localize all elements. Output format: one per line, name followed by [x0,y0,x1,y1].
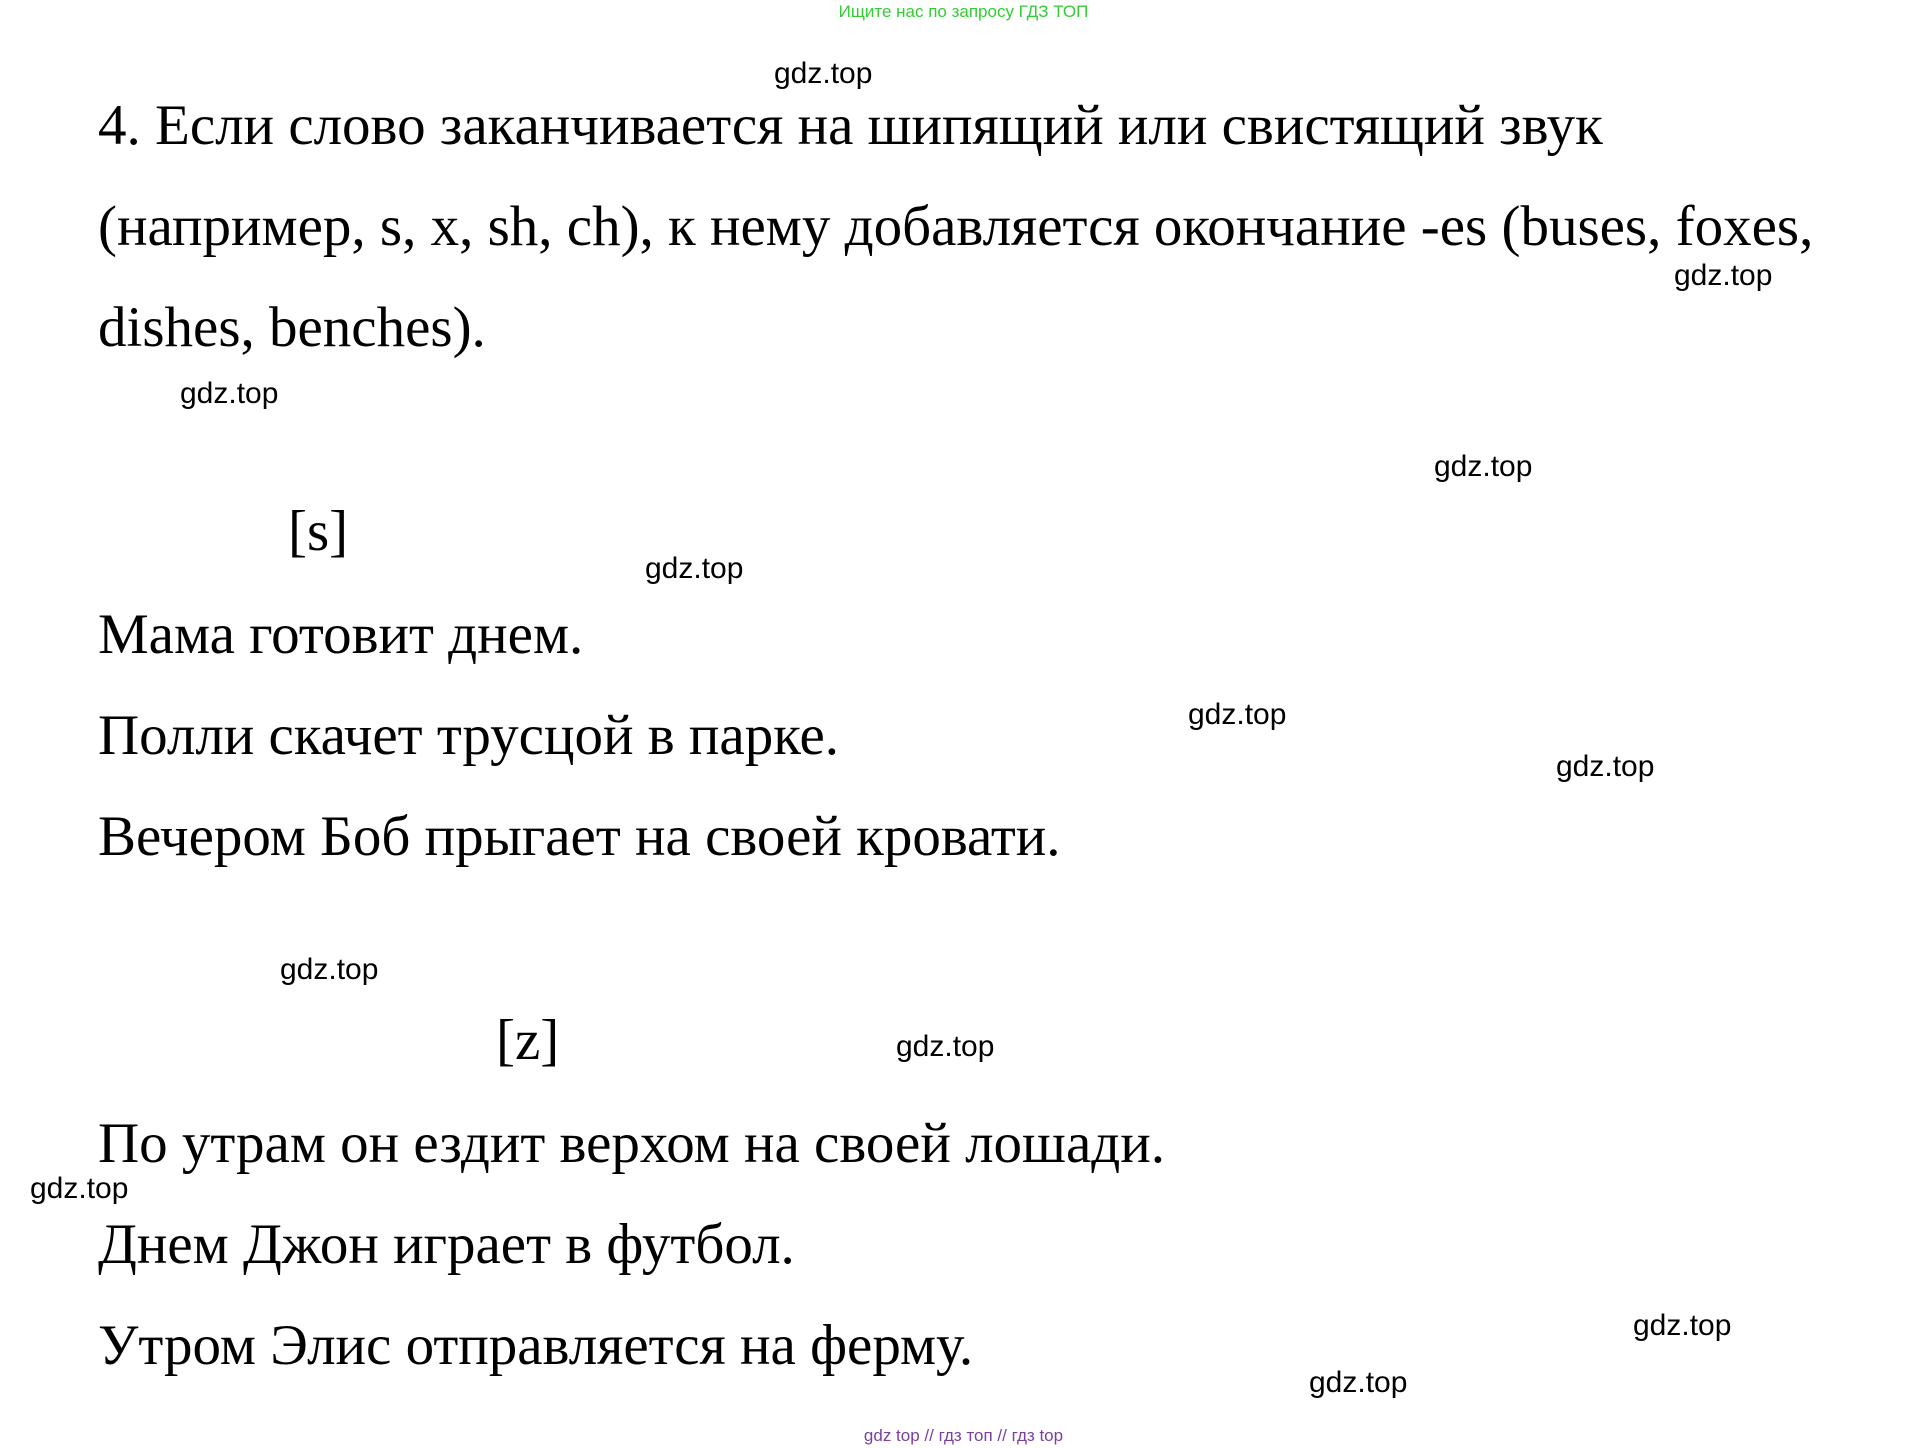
watermark: gdz.top [774,57,873,90]
watermark: gdz.top [180,377,279,410]
sentence-z-2: Днем Джон играет в футбол. [98,1213,795,1276]
footer-links: gdz top // гдз топ // гдз top [863,1426,1064,1445]
watermark: gdz.top [1309,1366,1408,1399]
sound-label-s: [s] [288,500,349,563]
sentence-s-2: Полли скачет трусцой в парке. [98,704,840,767]
watermark: gdz.top [280,953,379,986]
sentence-s-3: Вечером Боб прыгает на своей кровати. [98,805,1061,868]
watermark: gdz.top [1674,259,1773,292]
watermark: gdz.top [1188,698,1287,731]
sentence-z-3: Утром Элис отправляется на ферму. [98,1314,974,1377]
watermark: gdz.top [896,1030,995,1063]
sound-label-z: [z] [496,1009,560,1072]
rule-line-1: 4. Если слово заканчивается на шипящий или свистящий звук [98,94,1603,157]
watermark: gdz.top [1556,750,1655,783]
watermark: gdz.top [30,1172,129,1205]
top-banner: Ищите нас по запросу ГДЗ ТОП [838,2,1089,21]
rule-line-3: dishes, benches). [98,296,486,359]
watermark: gdz.top [1434,450,1533,483]
sentence-s-1: Мама готовит днем. [98,603,584,666]
sentence-z-1: По утрам он ездит верхом на своей лошади. [98,1112,1165,1175]
watermark: gdz.top [1633,1309,1732,1342]
watermark: gdz.top [645,552,744,585]
rule-line-2: (например, s, x, sh, ch), к нему добавляется окончание -es (buses, foxes, [98,195,1814,258]
